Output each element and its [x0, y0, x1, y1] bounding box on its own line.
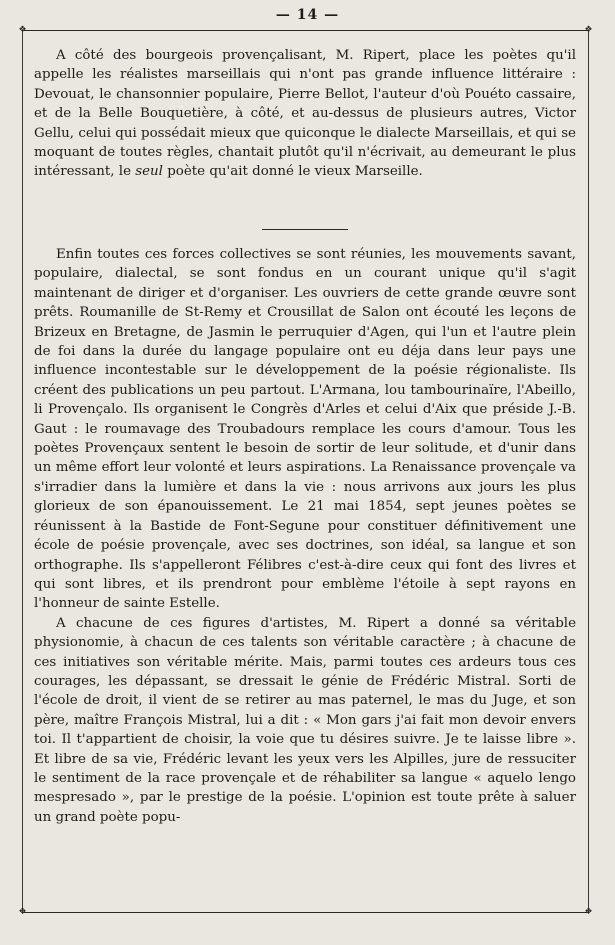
paragraph-mistral: A chacune de ces figures d'artistes, M. Ripert a donné sa véritable physionomie, à chacun de ces talents son véritable caractère ; à chacune de ces initiatives son véritable mérite. Mais, parmi toutes ces ardeurs tous ces courages, les dépassant, se dressait le génie de Frédéric Mistral. Sorti de l'école de droit, il vient de se retirer au mas paternel, le mas du Juge, et son père, maître François Mistral, lui a dit : « Mon gars j'ai fait mon devoir envers toi. Il t'appartient de choisir, la voie que tu désires suivre. Je te laisse libre ». Et libre de sa vie, Frédéric levant les yeux vers les Alpilles, jure de ressuciter le sentiment de la race provençale et de réhabiliter sa langue « aquelo lengo mespresado », par le prestige de la poésie. L'opinion est toute prête à saluer un grand poète popu- — [34, 615, 576, 825]
page-number: — 14 — — [275, 7, 340, 23]
frame-right-rule — [588, 30, 589, 912]
paragraph-text: A côté des bourgeois provençalisant, M. Ripert, place les poètes qu'il appelle les réalistes marseillais qui n'ont pas grande influence littéraire : Devouat, le chansonnier populaire, Pierre Bellot, l'auteur d'où Pouéto cassaire, et de la Belle Bouquetière, à côté, et au-dessus de plusieurs autres, Victor Gellu, celui qui possédait mieux que quiconque le dialecte Marseillais, et qui se moquant de toutes règles, chantait plutôt qu'il n'écrivait, au demeurant le plus intéressant, le — [34, 48, 576, 180]
frame-top-rule — [22, 30, 588, 31]
paragraph-text: poète qu'ait donné le vieux Marseille. — [162, 164, 423, 180]
paragraph-felibres: Enfin toutes ces forces collectives se sont réunies, les mouvements savant, populaire, dialectal, se sont fondus en un courant unique qu'il s'agit maintenant de diriger et d'organiser. Les ouvriers de cette grande œuvre sont prêts. Roumanille de St-Remy et Crousillat de Salon ont écouté les leçons de Brizeux en Bretagne, de Jasmin le perruquier d'Agen, qui l'un et l'autre plein de foi dans la durée du langage populaire ont eu déja dans leur pays une influence incontestable sur le développement de la poésie régionaliste. Ils créent des publications un peu partout. L'Armana, lou tambourinaïre, l'Abeillo, li Provençalo. Ils organisent le Congrès d'Arles et celui d'Aix que préside J.-B. Gaut : le roumavage des Troubadours remplace les cours d'amour. Tous les poètes Provençaux sentent le besoin de sortir de leur solitude, et d'unir dans un même effort leur volonté et leurs aspirations. La Renaissance provençale va s'irradier dans la lumière et dans la vie : nous arrivons aux jours les plus glorieux de son épanouissement. Le 21 mai 1854, sept jeunes poètes se réunissent à la Bastide de Font-Segune pour constituer définitivement une école de poésie provençale, avec ses doctrines, son idéal, sa langue et son orthographe. Ils s'appelleront Félibres c'est-à-dire ceux qui font des livres et qui sont libres, et ils prendront pour emblème l'étoile à sept rayons en l'honneur de sainte Estelle. — [34, 247, 576, 612]
frame-bottom-rule — [22, 912, 588, 913]
corner-ornament-icon: ❖ — [584, 907, 593, 917]
paragraph-realistes — [34, 46, 576, 182]
emphasis-seul: seul — [135, 164, 163, 180]
corner-ornament-icon: ❖ — [18, 25, 27, 35]
corner-ornament-icon: ❖ — [584, 25, 593, 35]
section-divider — [262, 229, 348, 230]
text-block-top — [34, 46, 576, 182]
frame-left-rule — [22, 30, 23, 912]
corner-ornament-icon: ❖ — [18, 907, 27, 917]
text-block-main — [34, 245, 576, 827]
